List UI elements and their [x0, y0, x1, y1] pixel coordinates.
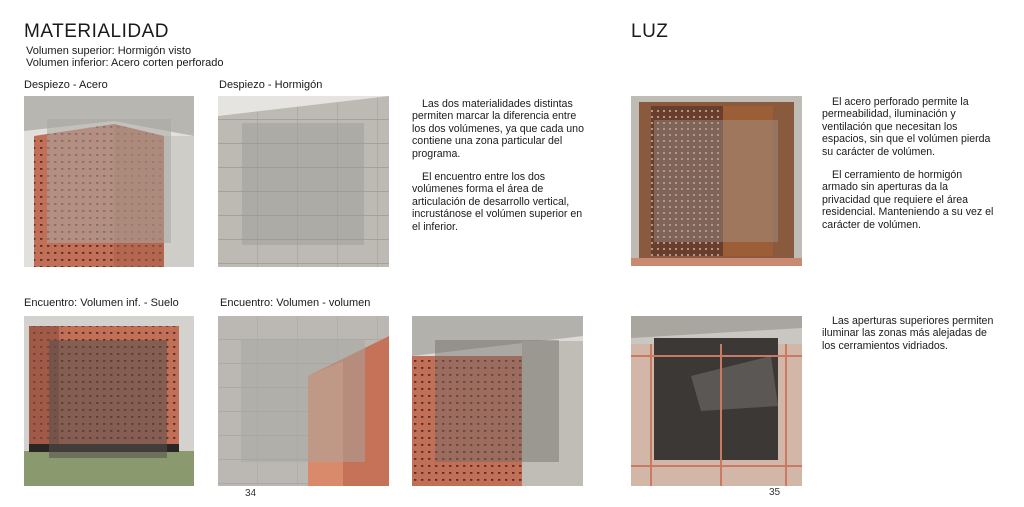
- paragraph-luz-1: El acero perforado permite la permeabilidad, iluminación y ventilación que necesitan los espacios, sin que el volúmen pierda su carácter de volúmen.: [822, 96, 991, 158]
- text-luz-bottom: [822, 315, 997, 363]
- paragraph-luz-2: El cerramiento de hormigón armado sin aperturas da la privacidad que requiere el área residencial. Manteniendo a su vez el carácter de volúmen.: [822, 169, 994, 231]
- subtitle-line-2: Volumen inferior: Acero corten perforado: [26, 57, 224, 69]
- caption-despiezo-hormigon: Despiezo - Hormigón: [219, 79, 323, 91]
- image-luz-perforado: [631, 96, 802, 266]
- text-materialidad: [412, 98, 587, 244]
- image-despiezo-hormigon: [218, 96, 389, 267]
- page-title-luz: LUZ: [631, 21, 669, 42]
- page-number-left: 34: [245, 488, 257, 499]
- page-number-right: 35: [769, 487, 781, 498]
- page-title-materialidad: MATERIALIDAD: [24, 21, 170, 42]
- image-encuentro-volumen: [218, 316, 389, 486]
- image-despiezo-acero: [24, 96, 194, 267]
- paragraph-materialidad-2: El encuentro entre los dos volúmenes forma el área de articulación de desarrollo vertical, incrustánose el volúmen superior en el inferior.: [412, 171, 583, 233]
- subtitle-line-1: Volumen superior: Hormigón visto: [26, 45, 192, 57]
- paragraph-materialidad-1: Las dos materialidades distintas permiten marcar la diferencia entre los dos volúmenes, ya que cada uno contiene una zona particular del programa.: [412, 98, 584, 160]
- text-luz-top: [822, 96, 997, 242]
- caption-despiezo-acero: Despiezo - Acero: [24, 79, 108, 91]
- image-encuentro-suelo: [24, 316, 194, 486]
- paragraph-luz-3: Las aperturas superiores permiten iluminar las zonas más alejadas de los cerramientos vidriados.: [822, 315, 994, 352]
- caption-encuentro-suelo: Encuentro: Volumen inf. - Suelo: [24, 297, 179, 309]
- image-encuentro-detalle: [412, 316, 583, 486]
- image-luz-aperturas: [631, 316, 802, 486]
- caption-encuentro-volumen: Encuentro: Volumen - volumen: [220, 297, 371, 309]
